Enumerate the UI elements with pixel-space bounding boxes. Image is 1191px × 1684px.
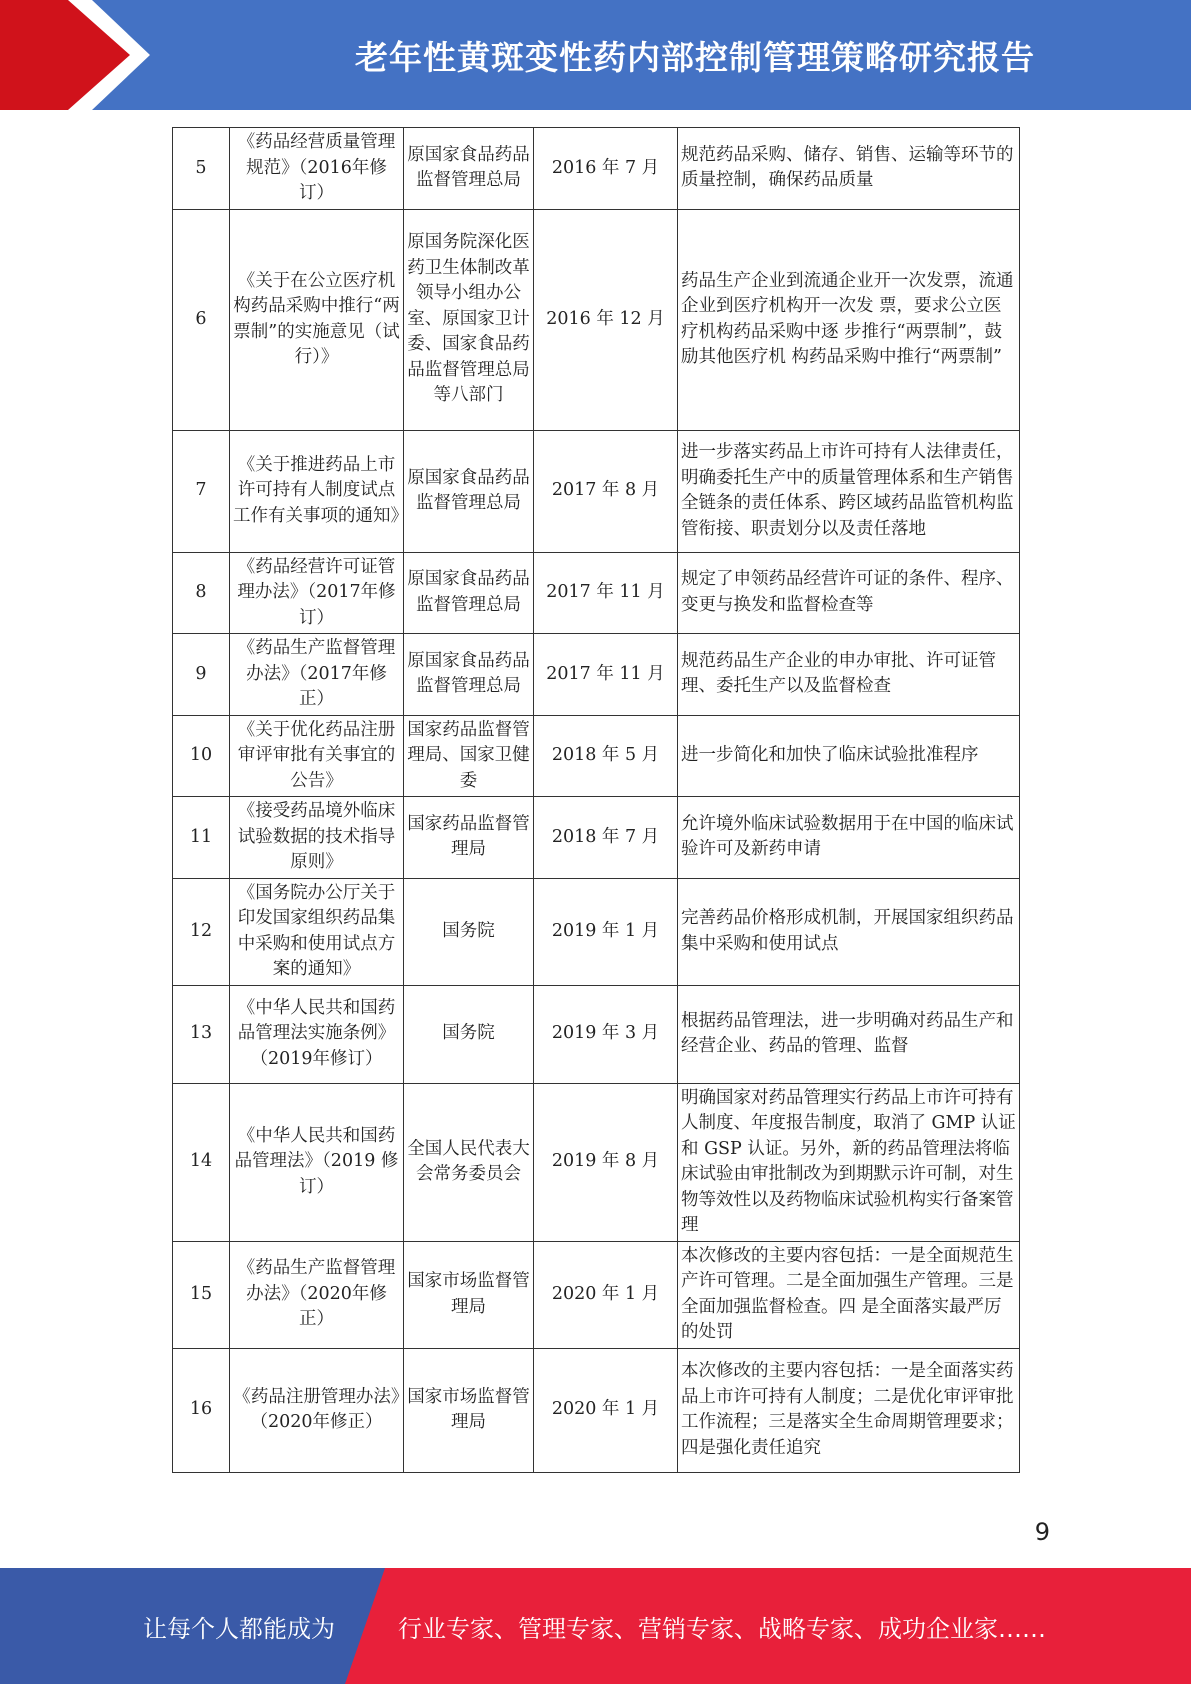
issue-date: 2020 年 1 月	[534, 1241, 678, 1348]
row-number: 11	[173, 797, 230, 879]
table-row	[173, 1241, 1020, 1348]
regulation-description: 完善药品价格形成机制，开展国家组织药品集中采购和使用试点	[678, 878, 1020, 985]
issuing-authority: 国务院	[404, 878, 534, 985]
issuing-authority: 国家药品监督管理局	[404, 797, 534, 879]
regulation-description: 本次修改的主要内容包括：一是全面规范生产许可管理。二是全面加强生产管理。三是全面加强监督检查。四 是全面落实最严厉的处罚	[678, 1241, 1020, 1348]
row-number: 9	[173, 634, 230, 716]
row-number: 5	[173, 128, 230, 210]
row-number: 16	[173, 1348, 230, 1472]
regulation-description: 规范药品生产企业的申办审批、许可证管理、委托生产以及监督检查	[678, 634, 1020, 716]
issue-date: 2017 年 11 月	[534, 552, 678, 634]
regulation-name: 《药品经营许可证管理办法》（2017年修订）	[230, 552, 404, 634]
report-title: 老年性黄斑变性药内部控制管理策略研究报告	[355, 37, 1035, 77]
issuing-authority: 原国家食品药品监督管理总局	[404, 552, 534, 634]
issuing-authority: 原国家食品药品监督管理总局	[404, 128, 534, 210]
issue-date: 2018 年 5 月	[534, 715, 678, 797]
issuing-authority: 原国家食品药品监督管理总局	[404, 430, 534, 552]
table-row	[173, 1083, 1020, 1241]
regulation-name: 《药品生产监督管理办法》（2017年修正）	[230, 634, 404, 716]
issue-date: 2020 年 1 月	[534, 1348, 678, 1472]
regulation-name: 《关于优化药品注册审评审批有关事宜的公告》	[230, 715, 404, 797]
regulation-name: 《关于在公立医疗机构药品采购中推行“两票制”的实施意见（试行）》	[230, 209, 404, 430]
issue-date: 2019 年 3 月	[534, 985, 678, 1083]
regulation-name: 《药品经营质量管理规范》（2016年修订）	[230, 128, 404, 210]
footer-slogan-left: 让每个人都能成为	[143, 1614, 335, 1643]
regulation-name: 《接受药品境外临床试验数据的技术指导原则》	[230, 797, 404, 879]
table-row	[173, 1348, 1020, 1472]
regulation-name: 《关于推进药品上市许可持有人制度试点工作有关事项的通知》	[230, 430, 404, 552]
table-row	[173, 430, 1020, 552]
table-row	[173, 552, 1020, 634]
issuing-authority: 国务院	[404, 985, 534, 1083]
footer-slogan-right: 行业专家、管理专家、营销专家、战略专家、成功企业家……	[398, 1614, 1046, 1643]
issuing-authority: 国家市场监督管理局	[404, 1348, 534, 1472]
issuing-authority: 国家药品监督管理局、国家卫健委	[404, 715, 534, 797]
row-number: 6	[173, 209, 230, 430]
regulation-name: 《药品生产监督管理办法》（2020年修正）	[230, 1241, 404, 1348]
row-number: 8	[173, 552, 230, 634]
issue-date: 2017 年 11 月	[534, 634, 678, 716]
regulation-description: 进一步简化和加快了临床试验批准程序	[678, 715, 1020, 797]
row-number: 14	[173, 1083, 230, 1241]
regulation-name: 《中华人民共和国药品管理法实施条例》（2019年修订）	[230, 985, 404, 1083]
issue-date: 2019 年 8 月	[534, 1083, 678, 1241]
issuing-authority: 原国务院深化医药卫生体制改革领导小组办公室、原国家卫计委、国家食品药品监督管理总局等八部门	[404, 209, 534, 430]
row-number: 10	[173, 715, 230, 797]
row-number: 12	[173, 878, 230, 985]
issue-date: 2018 年 7 月	[534, 797, 678, 879]
regulation-description: 规定了申领药品经营许可证的条件、程序、变更与换发和监督检查等	[678, 552, 1020, 634]
page-header	[0, 0, 1191, 110]
regulation-description: 明确国家对药品管理实行药品上市许可持有人制度、年度报告制度，取消了 GMP 认证和 GSP 认证。另外，新的药品管理法将临床试验由审批制改为到期默示许可制，对生物等效性以及药物临床试验机构实行备案管理	[678, 1083, 1020, 1241]
header-arrow-decoration	[0, 0, 200, 110]
issue-date: 2016 年 12 月	[534, 209, 678, 430]
row-number: 13	[173, 985, 230, 1083]
issue-date: 2016 年 7 月	[534, 128, 678, 210]
regulation-name: 《药品注册管理办法》（2020年修正）	[230, 1348, 404, 1472]
issue-date: 2017 年 8 月	[534, 430, 678, 552]
page-footer	[0, 1568, 1191, 1684]
table-row	[173, 985, 1020, 1083]
row-number: 7	[173, 430, 230, 552]
page-number: 9	[1034, 1518, 1050, 1546]
regulation-description: 根据药品管理法，进一步明确对药品生产和经营企业、药品的管理、监督	[678, 985, 1020, 1083]
table-row	[173, 209, 1020, 430]
row-number: 15	[173, 1241, 230, 1348]
issuing-authority: 全国人民代表大会常务委员会	[404, 1083, 534, 1241]
regulation-name: 《国务院办公厅关于印发国家组织药品集中采购和使用试点方案的通知》	[230, 878, 404, 985]
table-row	[173, 878, 1020, 985]
table-row	[173, 128, 1020, 210]
regulation-table	[172, 127, 1020, 1473]
table-row	[173, 634, 1020, 716]
regulation-description: 本次修改的主要内容包括：一是全面落实药品上市许可持有人制度；二是优化审评审批工作流程；三是落实全生命周期管理要求；四是强化责任追究	[678, 1348, 1020, 1472]
issuing-authority: 原国家食品药品监督管理总局	[404, 634, 534, 716]
regulation-description: 规范药品采购、储存、销售、运输等环节的质量控制，确保药品质量	[678, 128, 1020, 210]
regulation-name: 《中华人民共和国药品管理法》（2019 修订）	[230, 1083, 404, 1241]
regulation-description: 进一步落实药品上市许可持有人法律责任，明确委托生产中的质量管理体系和生产销售全链条的责任体系、跨区域药品监管机构监管衔接、职责划分以及责任落地	[678, 430, 1020, 552]
regulation-description: 允许境外临床试验数据用于在中国的临床试验许可及新药申请	[678, 797, 1020, 879]
issuing-authority: 国家市场监督管理局	[404, 1241, 534, 1348]
table-row	[173, 715, 1020, 797]
issue-date: 2019 年 1 月	[534, 878, 678, 985]
regulation-description: 药品生产企业到流通企业开一次发票，流通企业到医疗机构开一次发 票，要求公立医疗机构药品采购中逐 步推行“两票制”，鼓励其他医疗机 构药品采购中推行“两票制”	[678, 209, 1020, 430]
table-row	[173, 797, 1020, 879]
